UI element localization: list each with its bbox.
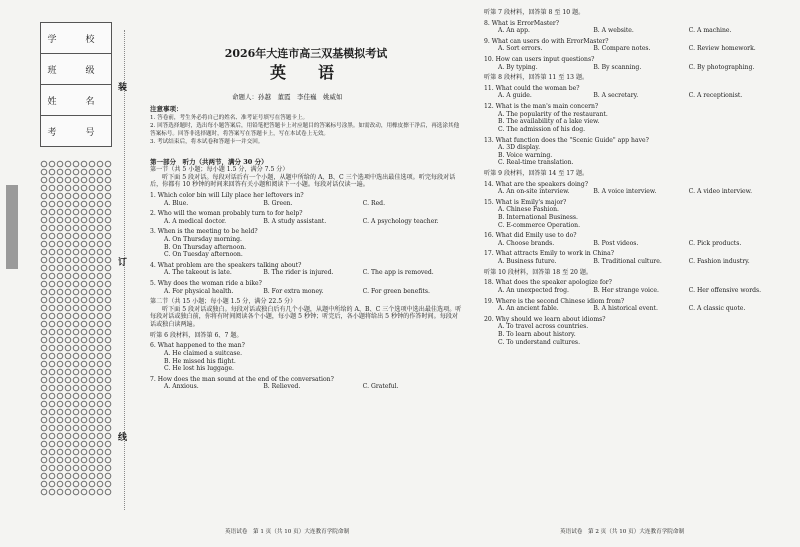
section1-intro: 听下面 5 段对话。每段对话后有一个小题，从题中所给的 A、B、C 三个选项中选出最佳选项。听完每段对话后，你都有 10 秒钟的时间来回答有关小题和阅读下一小题。每段对话仅读一遍。 bbox=[150, 173, 456, 189]
answer-option[interactable]: C. Grateful. bbox=[362, 383, 399, 391]
question bbox=[150, 280, 462, 295]
question bbox=[484, 298, 784, 313]
section1-title: 第一节（共 5 小题；每小题 1.5 分，满分 7.5 分） bbox=[150, 166, 289, 174]
answer-option[interactable]: B. A historical event. bbox=[593, 305, 658, 313]
option-row bbox=[484, 240, 784, 248]
group-10-heading: 听第 10 段材料，回答第 18 至 20 题。 bbox=[484, 268, 593, 276]
question bbox=[484, 181, 784, 196]
answer-option[interactable]: C. The app is removed. bbox=[362, 269, 434, 277]
question bbox=[484, 103, 784, 133]
answer-option[interactable]: A. On Thursday morning. bbox=[164, 236, 242, 243]
answer-option[interactable]: C. The admission of his dog. bbox=[498, 125, 586, 133]
answer-option[interactable]: C. Review homework. bbox=[688, 45, 756, 53]
answer-option[interactable]: C. A classic quote. bbox=[688, 305, 746, 313]
answer-option[interactable]: A. For physical health. bbox=[164, 287, 234, 295]
answer-option[interactable]: A. By typing. bbox=[498, 63, 538, 71]
answer-option[interactable]: A. Choose brands. bbox=[498, 239, 555, 247]
answer-option[interactable]: A. The takeout is late. bbox=[164, 269, 232, 277]
answer-option[interactable]: B. Her strange voice. bbox=[593, 286, 659, 294]
answer-option[interactable]: A. A medical doctor. bbox=[164, 217, 227, 225]
answer-option[interactable]: A. A guide. bbox=[498, 92, 532, 100]
binding-char-xian: 线 bbox=[118, 433, 128, 443]
section2-title: 第二节（共 15 小题；每小题 1.5 分，满分 22.5 分） bbox=[150, 298, 297, 306]
question-stem: 3. When is the meeting to be held? bbox=[150, 228, 258, 236]
question bbox=[150, 210, 462, 225]
answer-option[interactable]: A. To travel across countries. bbox=[498, 323, 589, 331]
answer-option[interactable]: C. By photographing. bbox=[688, 63, 755, 71]
answer-option[interactable]: C. For green benefits. bbox=[362, 287, 430, 295]
answer-option[interactable]: C. He lost his luggage. bbox=[164, 365, 234, 373]
question bbox=[150, 228, 462, 258]
answer-option[interactable]: C. On Tuesday afternoon. bbox=[164, 251, 243, 259]
answer-option[interactable]: C. A psychology teacher. bbox=[362, 217, 439, 225]
group-7-heading: 听第 7 段材料，回答第 8 至 10 题。 bbox=[484, 9, 585, 16]
answer-option[interactable]: A. Anxious. bbox=[164, 383, 199, 391]
answer-option[interactable]: B. On Thursday afternoon. bbox=[164, 243, 247, 251]
question bbox=[484, 38, 784, 53]
question bbox=[150, 376, 462, 391]
answer-option[interactable]: A. Business future. bbox=[498, 258, 557, 266]
question-stem: 2. Who will the woman probably turn to for help? bbox=[150, 210, 303, 218]
answer-option[interactable]: C. Red. bbox=[362, 199, 386, 207]
exam-number-field[interactable]: 考 号 bbox=[40, 115, 112, 147]
answer-option[interactable]: C. Pick products. bbox=[688, 239, 742, 247]
answer-option[interactable]: B. For extra money. bbox=[263, 287, 324, 295]
option-row bbox=[150, 269, 462, 277]
answer-option[interactable]: B. Voice warning. bbox=[498, 151, 553, 159]
class-field[interactable]: 班 级 bbox=[40, 53, 112, 84]
answer-option[interactable]: C. A video interview. bbox=[688, 188, 753, 196]
answer-option[interactable]: B. Traditional culture. bbox=[593, 258, 662, 266]
answer-option[interactable]: A. An on-site interview. bbox=[498, 188, 570, 196]
left-column bbox=[148, 0, 464, 83]
answer-option[interactable]: A. Chinese Fashion. bbox=[498, 206, 559, 214]
student-info-box bbox=[40, 22, 112, 147]
answer-option[interactable]: C. To understand cultures. bbox=[498, 338, 581, 346]
answer-option[interactable]: B. Green. bbox=[263, 199, 293, 207]
question-stem: 9. What can users do with ErrorMaster? bbox=[484, 37, 609, 45]
group-9-heading: 听第 9 段材料，回答第 14 至 17 题。 bbox=[484, 169, 589, 177]
notice-item: 1. 答卷前，考生务必将自己的姓名、准考证号填写在答题卡上。 bbox=[150, 115, 309, 121]
option-row bbox=[150, 383, 462, 391]
answer-option[interactable]: B. He missed his flight. bbox=[164, 357, 236, 365]
answer-option[interactable]: B. To learn about history. bbox=[498, 330, 576, 338]
option-row bbox=[484, 92, 784, 100]
answer-option[interactable]: B. A secretary. bbox=[593, 92, 639, 100]
question-stem: 15. What is Emily's major? bbox=[484, 198, 567, 206]
answer-option[interactable]: B. Relieved. bbox=[263, 383, 301, 391]
proposers: 命题人：孙越 董霞 李佳巍 姚威如 bbox=[232, 93, 343, 101]
answer-option[interactable]: B. Compare notes. bbox=[593, 45, 651, 53]
group-8-heading: 听第 8 段材料，回答第 11 至 13 题。 bbox=[484, 74, 589, 82]
question bbox=[484, 137, 784, 167]
subject-title: 英 语 bbox=[269, 62, 342, 82]
answer-option[interactable]: C. Real-time translation. bbox=[498, 159, 574, 167]
option-row bbox=[150, 288, 462, 296]
question-stem: 16. What did Emily use to do? bbox=[484, 232, 577, 240]
binding-char-zhuang: 装 bbox=[118, 83, 128, 93]
question-stem: 7. How does the man sound at the end of the conversation? bbox=[150, 375, 334, 383]
answer-option[interactable]: B. The rider is injured. bbox=[263, 269, 334, 277]
binding-strip bbox=[6, 185, 18, 269]
answer-option[interactable]: C. A receptionist. bbox=[688, 92, 743, 100]
notice-item: 2. 回答选择题时，选出每小题答案后，用铅笔把答题卡上对应题目的答案标号涂黑。如需改动，用橡皮擦干净后，再选涂其他答案标号。回答非选择题时，将答案写在答题卡上，写在本试卷上无效。 bbox=[150, 123, 460, 137]
question-stem: 4. What problem are the speakers talking about? bbox=[150, 261, 302, 269]
option-row bbox=[484, 188, 784, 196]
question bbox=[150, 342, 462, 372]
school-field[interactable]: 学 校 bbox=[40, 22, 112, 53]
question-stem: 8. What is ErrorMaster? bbox=[484, 19, 560, 27]
option-row bbox=[484, 45, 784, 53]
option-row bbox=[484, 27, 784, 35]
answer-option[interactable]: A. Sort errors. bbox=[498, 45, 543, 53]
notice-title: 注意事项： bbox=[150, 105, 183, 113]
part1-title: 第一部分 听力（共两节，满分 30 分） bbox=[150, 158, 268, 166]
answer-option[interactable]: B. Post videos. bbox=[593, 239, 639, 247]
question bbox=[150, 192, 462, 207]
option-row bbox=[150, 218, 462, 226]
answer-option[interactable]: C. Fashion industry. bbox=[688, 258, 750, 266]
question-stem: 14. What are the speakers doing? bbox=[484, 180, 588, 188]
question-stem: 19. Where is the second Chinese idiom from? bbox=[484, 297, 625, 305]
answer-option[interactable]: A. Blue. bbox=[164, 199, 189, 207]
answer-option[interactable]: A. 3D display. bbox=[498, 144, 541, 152]
section2-intro: 听下面 5 段对话或独白。每段对话或独白后有几个小题，从题中所给的 A、B、C 三个选项中选出最佳选项。听每段对话或独白前，你将有时间阅读各个小题，每小题 5 秒钟；听完后，各小题将给出 5 秒钟的作答时间。每段对话或独白读两遍。 bbox=[150, 305, 462, 329]
question bbox=[150, 262, 462, 277]
answer-option[interactable]: B. International Business. bbox=[498, 214, 578, 222]
option-row bbox=[484, 287, 784, 295]
question-stem: 1. Which color bin will Lily place her leftovers in? bbox=[150, 191, 304, 199]
binding-char-ding: 订 bbox=[118, 258, 128, 268]
answer-option[interactable]: C. Her offensive words. bbox=[688, 286, 762, 294]
question-stem: 17. What attracts Emily to work in China? bbox=[484, 250, 614, 258]
option-row bbox=[484, 305, 784, 313]
option-row bbox=[150, 200, 462, 208]
question-stem: 18. What does the speaker apologize for? bbox=[484, 279, 612, 287]
answer-option[interactable]: A. An unexpected frog. bbox=[498, 286, 569, 294]
answer-option[interactable]: A. An app. bbox=[498, 27, 530, 35]
question bbox=[484, 316, 784, 346]
option-row bbox=[484, 64, 784, 72]
question bbox=[484, 232, 784, 247]
footer-right: 英语试卷 第 2 页（共 10 页）大连教育学院命制 bbox=[560, 529, 685, 535]
exam-title: 2026年大连市高三双基模拟考试 bbox=[224, 47, 388, 60]
question bbox=[484, 279, 784, 294]
question-stem: 11. What could the woman be? bbox=[484, 84, 580, 92]
question-stem: 20. Why should we learn about idioms? bbox=[484, 315, 606, 323]
answer-option[interactable]: B. A website. bbox=[593, 27, 634, 35]
notice-block bbox=[150, 104, 460, 145]
question bbox=[484, 20, 784, 35]
question bbox=[484, 56, 784, 71]
answer-option[interactable]: C. A machine. bbox=[688, 27, 732, 35]
question bbox=[484, 250, 784, 265]
question-stem: 12. What is the man's main concern? bbox=[484, 103, 599, 111]
question bbox=[484, 199, 784, 229]
option-row bbox=[484, 258, 784, 266]
answer-option[interactable]: B. A voice interview. bbox=[593, 188, 657, 196]
question-stem: 6. What happened to the man? bbox=[150, 342, 245, 350]
answer-option[interactable]: A. An ancient fable. bbox=[498, 305, 559, 313]
question-stem: 10. How can users input questions? bbox=[484, 56, 595, 64]
part1-block bbox=[150, 158, 462, 391]
question-stem: 5. Why does the woman ride a bike? bbox=[150, 280, 262, 288]
notice-item: 3. 考试结束后，将本试卷和答题卡一并交回。 bbox=[150, 139, 264, 145]
answer-option[interactable]: B. The availability of a lake view. bbox=[498, 118, 600, 126]
question bbox=[484, 85, 784, 100]
answer-option[interactable]: A. The popularity of the restaurant. bbox=[498, 110, 608, 118]
question-stem: 13. What function does the "Scenic Guide" app have? bbox=[484, 136, 649, 144]
answer-option[interactable]: B. A study assistant. bbox=[263, 217, 327, 225]
group-6-heading: 听第 6 段材料，回答第 6、7 题。 bbox=[150, 331, 243, 339]
name-field[interactable]: 姓 名 bbox=[40, 84, 112, 115]
answer-option[interactable]: B. By scanning. bbox=[593, 63, 642, 71]
answer-option[interactable]: A. He claimed a suitcase. bbox=[164, 349, 243, 357]
security-pattern bbox=[40, 160, 112, 496]
right-column bbox=[484, 9, 784, 346]
answer-option[interactable]: C. E-commerce Operation. bbox=[498, 221, 581, 229]
footer-left: 英语试卷 第 1 页（共 10 页）大连教育学院命制 bbox=[225, 529, 350, 535]
